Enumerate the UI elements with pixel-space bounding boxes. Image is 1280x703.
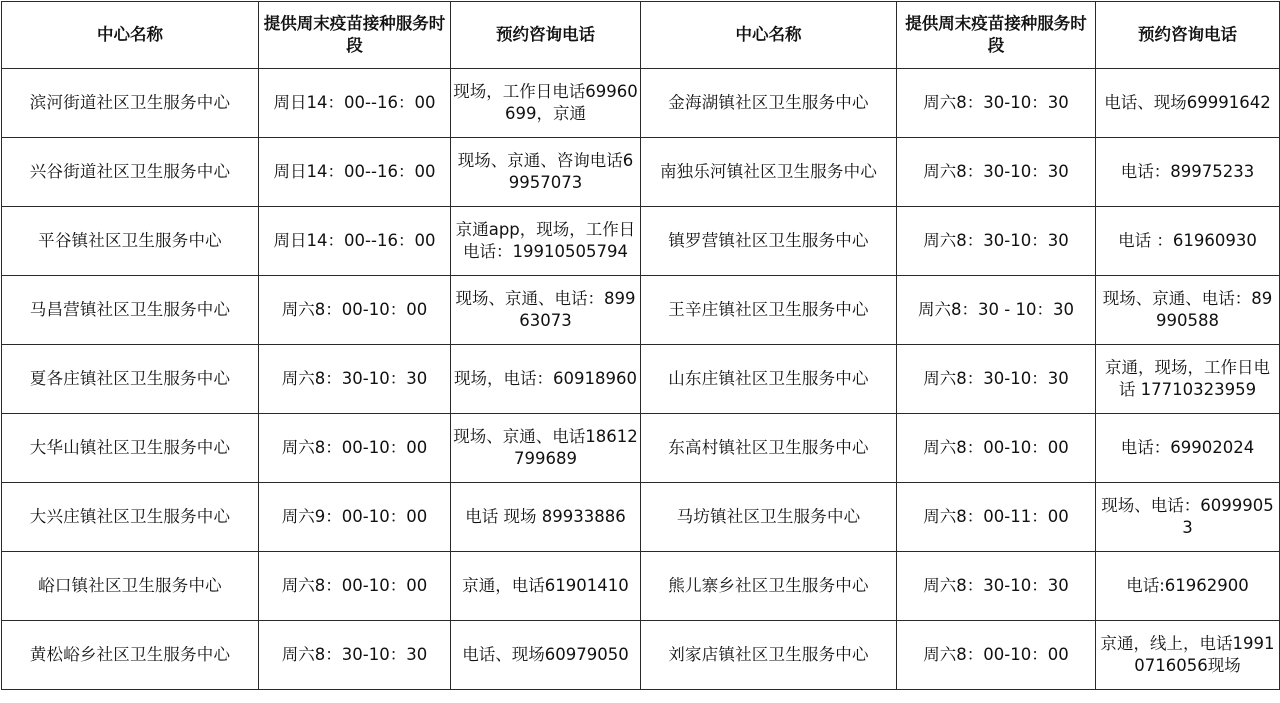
- booking-phone-cell: 现场、电话：60999053: [1096, 483, 1280, 552]
- center-name-cell: 熊儿寨乡社区卫生服务中心: [641, 552, 897, 621]
- service-time-cell: 周六8：30-10：30: [897, 138, 1096, 207]
- service-time-cell: 周六8：00-10：00: [259, 414, 451, 483]
- service-time-cell: 周六8：30-10：30: [897, 345, 1096, 414]
- service-time-cell: 周六8：30-10：30: [259, 621, 451, 690]
- center-name-cell: 平谷镇社区卫生服务中心: [2, 207, 259, 276]
- service-time-cell: 周六8：30-10：30: [259, 345, 451, 414]
- table-row: [2, 552, 1280, 621]
- header-service-time: 提供周末疫苗接种服务时段: [259, 2, 451, 69]
- booking-phone-cell: 电话、现场69991642: [1096, 69, 1280, 138]
- service-time-cell: 周六9：00-10：00: [259, 483, 451, 552]
- table-row: [2, 621, 1280, 690]
- booking-phone-cell: 现场，电话：60918960: [451, 345, 641, 414]
- booking-phone-cell: 现场、京通、咨询电话69957073: [451, 138, 641, 207]
- center-name-cell: 马坊镇社区卫生服务中心: [641, 483, 897, 552]
- center-name-cell: 镇罗营镇社区卫生服务中心: [641, 207, 897, 276]
- table-header-row: [2, 2, 1280, 69]
- service-time-cell: 周六8：30-10：30: [897, 207, 1096, 276]
- table-row: [2, 276, 1280, 345]
- service-time-cell: 周六8：00-10：00: [897, 621, 1096, 690]
- service-time-cell: 周日14：00--16：00: [259, 138, 451, 207]
- booking-phone-cell: 京通，线上，电话19910716056现场: [1096, 621, 1280, 690]
- service-time-cell: 周日14：00--16：00: [259, 69, 451, 138]
- vaccination-schedule-table: [1, 1, 1280, 690]
- booking-phone-cell: 电话、现场60979050: [451, 621, 641, 690]
- table-row: [2, 138, 1280, 207]
- booking-phone-cell: 电话 现场 89933886: [451, 483, 641, 552]
- center-name-cell: 刘家店镇社区卫生服务中心: [641, 621, 897, 690]
- header-booking-phone: 预约咨询电话: [1096, 2, 1280, 69]
- booking-phone-cell: 现场、京通、电话：89990588: [1096, 276, 1280, 345]
- center-name-cell: 马昌营镇社区卫生服务中心: [2, 276, 259, 345]
- booking-phone-cell: 京通，电话61901410: [451, 552, 641, 621]
- table-row: [2, 69, 1280, 138]
- center-name-cell: 黄松峪乡社区卫生服务中心: [2, 621, 259, 690]
- service-time-cell: 周六8：00-11：00: [897, 483, 1096, 552]
- center-name-cell: 峪口镇社区卫生服务中心: [2, 552, 259, 621]
- header-service-time: 提供周末疫苗接种服务时段: [897, 2, 1096, 69]
- service-time-cell: 周六8：30-10：30: [897, 552, 1096, 621]
- booking-phone-cell: 电话：69902024: [1096, 414, 1280, 483]
- table-row: [2, 483, 1280, 552]
- booking-phone-cell: 现场、京通、电话18612799689: [451, 414, 641, 483]
- center-name-cell: 兴谷街道社区卫生服务中心: [2, 138, 259, 207]
- center-name-cell: 夏各庄镇社区卫生服务中心: [2, 345, 259, 414]
- booking-phone-cell: 电话：89975233: [1096, 138, 1280, 207]
- service-time-cell: 周六8：30 - 10：30: [897, 276, 1096, 345]
- booking-phone-cell: 京通app，现场，工作日电话：19910505794: [451, 207, 641, 276]
- center-name-cell: 大兴庄镇社区卫生服务中心: [2, 483, 259, 552]
- booking-phone-cell: 京通，现场，工作日电话 17710323959: [1096, 345, 1280, 414]
- service-time-cell: 周日14：00--16：00: [259, 207, 451, 276]
- table-row: [2, 345, 1280, 414]
- header-center-name: 中心名称: [2, 2, 259, 69]
- center-name-cell: 东高村镇社区卫生服务中心: [641, 414, 897, 483]
- header-center-name: 中心名称: [641, 2, 897, 69]
- center-name-cell: 南独乐河镇社区卫生服务中心: [641, 138, 897, 207]
- service-time-cell: 周六8：00-10：00: [259, 276, 451, 345]
- center-name-cell: 金海湖镇社区卫生服务中心: [641, 69, 897, 138]
- booking-phone-cell: 电话 ：61960930: [1096, 207, 1280, 276]
- service-time-cell: 周六8：00-10：00: [259, 552, 451, 621]
- service-time-cell: 周六8：30-10：30: [897, 69, 1096, 138]
- booking-phone-cell: 现场，工作日电话69960699，京通: [451, 69, 641, 138]
- service-time-cell: 周六8：00-10：00: [897, 414, 1096, 483]
- center-name-cell: 大华山镇社区卫生服务中心: [2, 414, 259, 483]
- center-name-cell: 滨河街道社区卫生服务中心: [2, 69, 259, 138]
- header-booking-phone: 预约咨询电话: [451, 2, 641, 69]
- table-row: [2, 414, 1280, 483]
- booking-phone-cell: 电话:61962900: [1096, 552, 1280, 621]
- table-row: [2, 207, 1280, 276]
- booking-phone-cell: 现场、京通、电话：89963073: [451, 276, 641, 345]
- center-name-cell: 山东庄镇社区卫生服务中心: [641, 345, 897, 414]
- center-name-cell: 王辛庄镇社区卫生服务中心: [641, 276, 897, 345]
